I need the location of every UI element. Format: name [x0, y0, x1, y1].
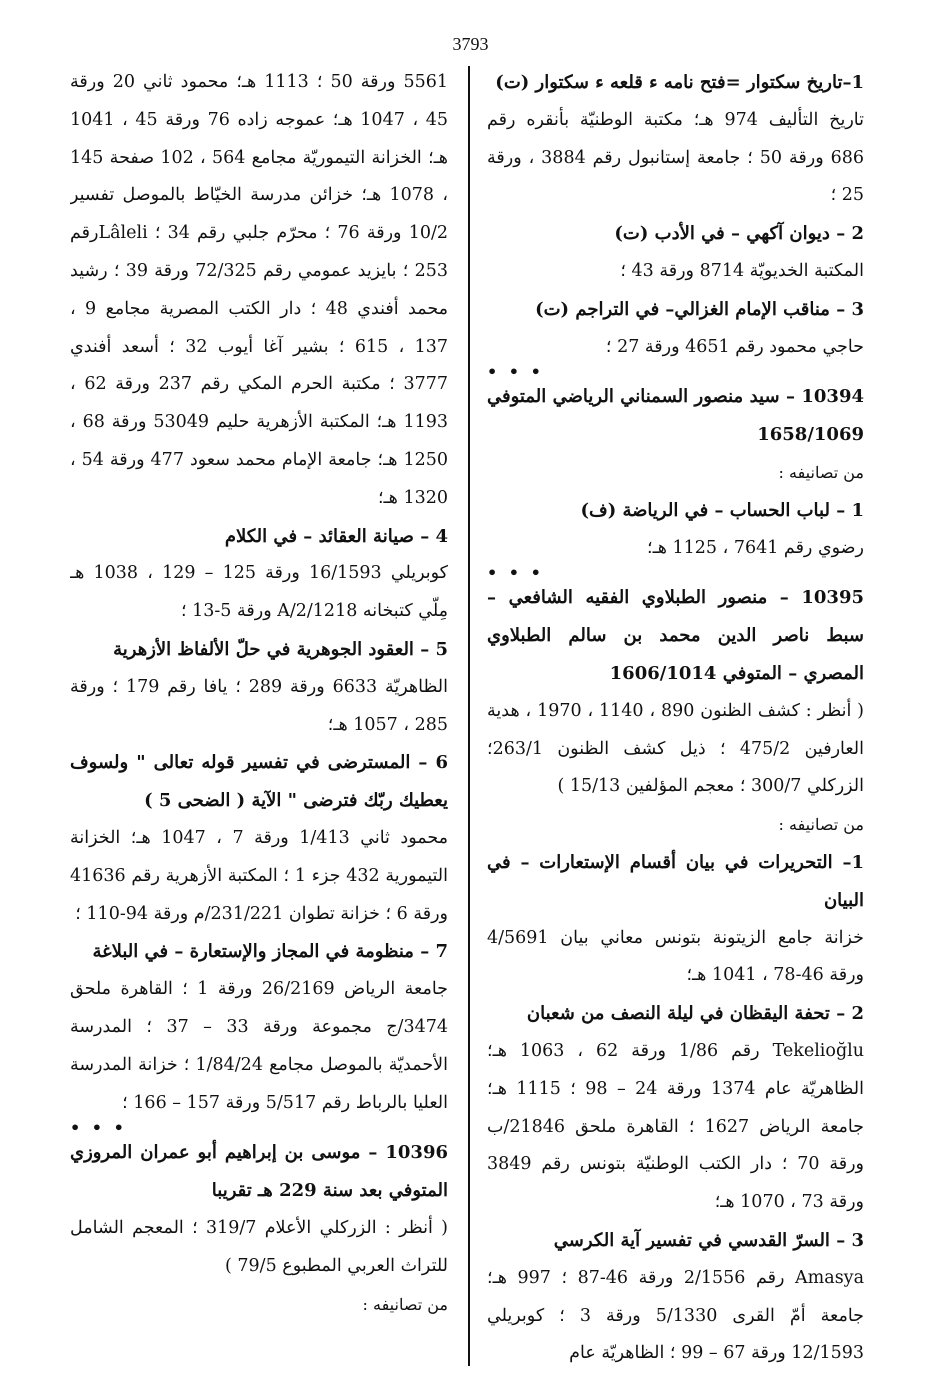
entry-heading: 10396 – موسى بن إبراهيم أبو عمران المروزي المتوفي بعد سنة 229 هـ تقريبا [70, 1142, 448, 1202]
entry-heading: 2 – تحفة اليقظان في ليلة النصف من شعبان [526, 1003, 864, 1025]
entry-text: من تصانيفه : [778, 462, 864, 482]
entry-text: الظاهريّة 6633 ورقة 289 ؛ يافا رقم 179 ؛ ورقة 285 ، 1057 هـ؛ [70, 676, 448, 735]
right-column [487, 64, 864, 1374]
entry-heading: 6 – المسترضى في تفسير قوله تعالى " ولسوف يعطيك ربّك فترضى " الآية ( الضحى 5 ) [70, 752, 448, 812]
column-divider [468, 66, 470, 1366]
section-separator: • • • [70, 1118, 127, 1138]
entry-heading: 2 – ديوان آكهي – في الأدب (ت) [614, 223, 864, 245]
section-separator: • • • [487, 362, 544, 382]
entry-text: Tekelioğlu رقم 1/86 ورقة 62 ، 1063 هـ؛ الظاهريّة عام 1374 ورقة 24 – 98 ؛ 1115 هـ؛ جامعة الرياض 1627 ؛ القاهرة ملحق 21846/ب ورقة 70 ؛ دار الكتب الوطنيّة بتونس رقم 3849 ورقة 73 ، 1070 هـ؛ [487, 1040, 864, 1213]
entry-text: حاجي محمود رقم 4651 ورقة 27 ؛ [605, 336, 864, 357]
entry-text: ( أنظر : كشف الظنون 890 ، 1140 ، 1970 ، هدية العارفين 475/2 ؛ ذيل كشف الظنون 263/1؛ الزركلي 300/7 ؛ معجم المؤلفين 15/13 ) [487, 700, 864, 797]
entry-heading: 1–تاريخ سكتوار =فتح نامه ء قلعه ء سكتوار (ت) [495, 72, 864, 93]
entry-heading: 3 – مناقب الإمام الغزالي– في التراجم (ت) [535, 298, 864, 320]
entry-text: من تصانيفه : [778, 815, 864, 835]
entry-heading: 3 – السرّ القدسي في تفسير آية الكرسي [553, 1229, 864, 1251]
entry-text: تاريخ التأليف 974 هـ؛ مكتبة الوطنيّة بأنقره رقم 686 ورقة 50 ؛ جامعة إستانبول رقم 3884 ، ورقة 25 ؛ [487, 109, 864, 206]
entry-text: كوبريلي 16/1593 ورقة 125 – 129 ، 1038 هـ مِلّي كتبخانه 2/1218/A ورقة 5-13 ؛ [70, 563, 448, 622]
entry-heading: 10394 – سيد منصور السمناني الرياضي المتوفي 1658/1069 [487, 386, 864, 446]
entry-heading: 4 – صيانة العقائد – في الكلام [224, 525, 448, 547]
entry-text: خزانة جامع الزيتونة بتونس معاني بيان 4/5691 ورقة 46-78 ، 1041 هـ؛ [487, 927, 864, 986]
entry-heading: 5 – العقود الجوهرية في حلّ الألفاظ الأزهرية [113, 638, 448, 660]
entry-text: جامعة الرياض 26/2169 ورقة 1 ؛ القاهرة ملحق 3474/ج مجموعة ورقة 33 – 37 ؛ المدرسة الأحمديّة بالموصل مجامع 1/84/24 ؛ خزانة المدرسة العليا بالرباط رقم 5/517 ورقة 157 – 166 ؛ [70, 979, 448, 1113]
page-number: 3793 [452, 34, 489, 54]
section-separator: • • • [487, 563, 544, 583]
entry-text: المكتبة الخديويّة 8714 ورقة 43 ؛ [620, 260, 864, 281]
entry-heading: 7 – منظومة في المجاز والإستعارة – في البلاغة [92, 941, 448, 963]
entry-text: من تصانيفه : [362, 1294, 448, 1314]
entry-text: رضوي رقم 7641 ، 1125 هـ؛ [647, 537, 864, 558]
entry-heading: 1– التحريرات في بيان أقسام الإستعارات – في البيان [487, 851, 864, 911]
entry-heading: 1 – لباب الحساب – في الرياضة (ف) [580, 499, 864, 521]
entry-text: محمود ثاني 1/413 ورقة 7 ، 1047 هـ؛ الخزانة التيمورية 432 جزء 1 ؛ المكتبة الأزهرية رقم 41636 ورقة 6 ؛ خزانة تطوان 231/221/م ورقة 94-110 ؛ [70, 827, 448, 924]
entry-text: Amasya رقم 2/1556 ورقة 46-87 ؛ 997 هـ؛ جامعة أمّ القرى 5/1330 ورقة 3 ؛ كوبريلي 12/1593 ورقة 67 – 99 ؛ الظاهريّة عام [487, 1267, 864, 1364]
left-column [70, 64, 448, 1374]
entry-text: 5561 ورقة 50 ؛ 1113 هـ؛ محمود ثاني 20 ورقة 45 ، 1047 هـ؛ عموجه زاده 76 ورقة 45 ، 1041 هـ؛ الخزانة التيموريّة مجامع 564 ، 102 صفحة 145 ، 1078 هـ؛ خزائن مدرسة الخيّاط بالموصل تفسير 10/2 ورقة 76 ؛ محرّم جلبي رقم 34 ؛ Lâleliرقم 253 ؛ بايزيد عمومي رقم 72/325 ورقة 39 ؛ رشيد محمد أفندي 48 ؛ دار الكتب المصرية مجامع 9 ، 137 ، 615 ؛ بشير آغا أيوب 32 ؛ أسعد أفندي 3777 ؛ مكتبة الحرم المكي رقم 237 ورقة 62 ، 1193 هـ؛ المكتبة الأزهرية حليم 53049 ورقة 68 ، 1250 هـ؛ جامعة الإمام محمد سعود 477 ورقة 54 ، 1320 هـ؛ [70, 72, 448, 508]
entry-text: ( أنظر : الزركلي الأعلام 319/7 ؛ المعجم الشامل للتراث العربي المطبوع 79/5 ) [70, 1217, 448, 1276]
entry-heading: 10395 – منصور الطبلاوي الفقيه الشافعي – سبط ناصر الدين محمد بن سالم الطبلاوي المصري – المتوفي 1606/1014 [487, 587, 864, 684]
